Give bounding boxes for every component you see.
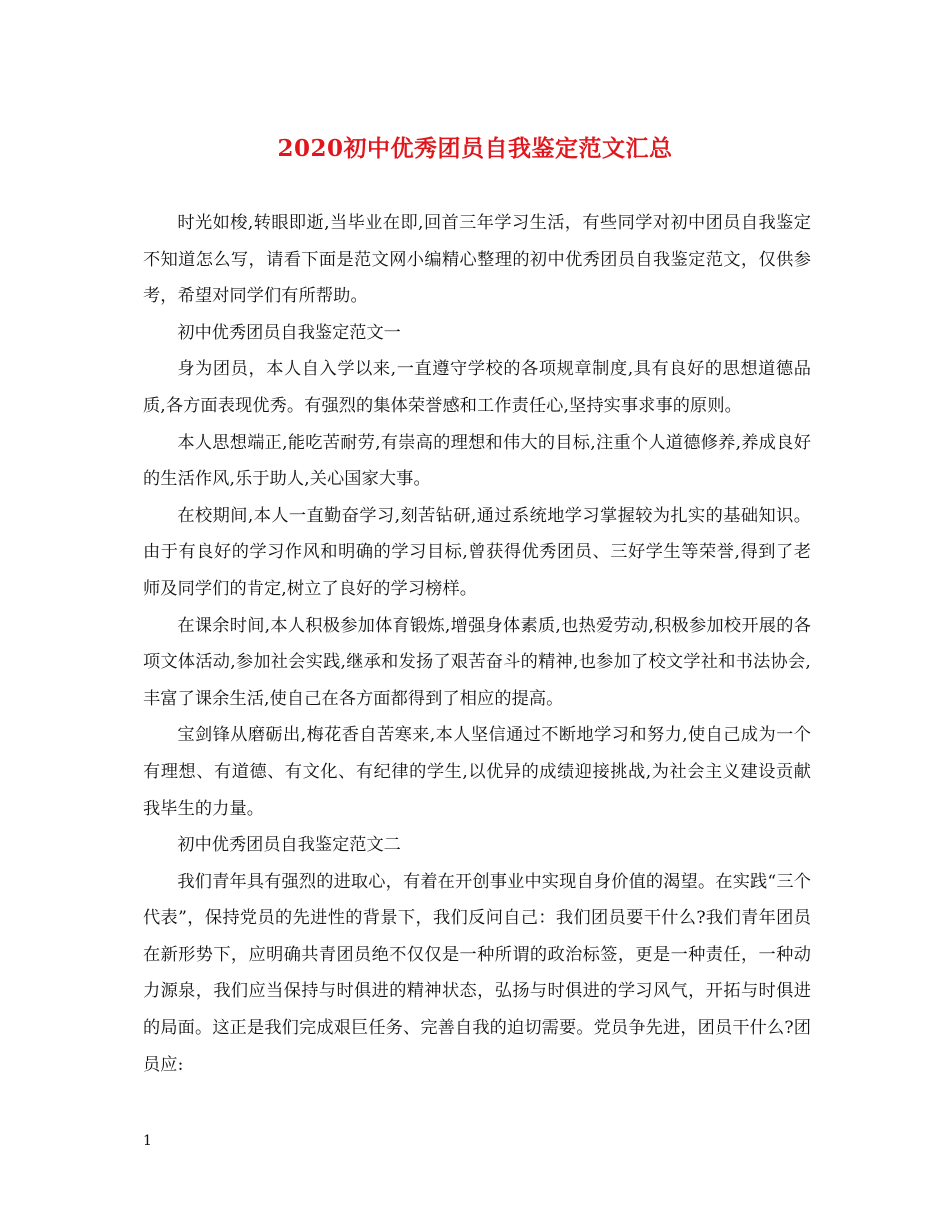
body-paragraph: 在校期间,本人一直勤奋学习,刻苦钻研,通过系统地学习掌握较为扎实的基础知识。由于有良好的学习作风和明确的学习目标,曾获得优秀团员、三好学生等荣誉,得到了老师及同学们的肯定,树立了良好的学习榜样。 [143, 505, 811, 599]
body-paragraph: 在课余时间,本人积极参加体育锻炼,增强身体素质,也热爱劳动,积极参加校开展的各项文体活动,参加社会实践,继承和发扬了艰苦奋斗的精神,也参加了校文学社和书法协会,丰富了课余生活,使自己在各方面都得到了相应的提高。 [143, 615, 811, 709]
body-paragraph: 宝剑锋从磨砺出,梅花香自苦寒来,本人坚信通过不断地学习和努力,使自己成为一个有理想、有道德、有文化、有纪律的学生,以优异的成绩迎接挑战,为社会主义建设贡献我毕生的力量。 [143, 725, 811, 819]
section-heading-2: 初中优秀团员自我鉴定范文二 [177, 835, 401, 856]
body-paragraph: 身为团员，本人自入学以来,一直遵守学校的各项规章制度,具有良好的思想道德品质,各方面表现优秀。有强烈的集体荣誉感和工作责任心,坚持实事求事的原则。 [143, 359, 811, 416]
body-paragraph: 我们青年具有强烈的进取心，有着在开创事业中实现自身价值的渴望。在实践“三个代表”，保持党员的先进性的背景下，我们反问自己：我们团员要干什么?我们青年团员在新形势下，应明确共青团员绝不仅仅是一种所谓的政治标签，更是一种责任，一种动力源泉，我们应当保持与时俱进的精神状态，弘扬与时俱进的学习风气，开拓与时俱进的局面。这正是我们完成艰巨任务、完善自我的迫切需要。党员争先进，团员干什么?团员应: [143, 871, 811, 1075]
intro-paragraph: 时光如梭,转眼即逝,当毕业在即,回首三年学习生活，有些同学对初中团员自我鉴定不知道怎么写，请看下面是范文网小编精心整理的初中优秀团员自我鉴定范文，仅供参考，希望对同学们有所帮助。 [143, 213, 811, 307]
document-title: 2020初中优秀团员自我鉴定范文汇总 [277, 135, 673, 162]
body-paragraph: 本人思想端正,能吃苦耐劳,有崇高的理想和伟大的目标,注重个人道德修养,养成良好的生活作风,乐于助人,关心国家大事。 [143, 432, 811, 490]
section-heading-1: 初中优秀团员自我鉴定范文一 [177, 322, 401, 343]
page-number: 1 [143, 1133, 152, 1149]
document-body [143, 205, 811, 1083]
